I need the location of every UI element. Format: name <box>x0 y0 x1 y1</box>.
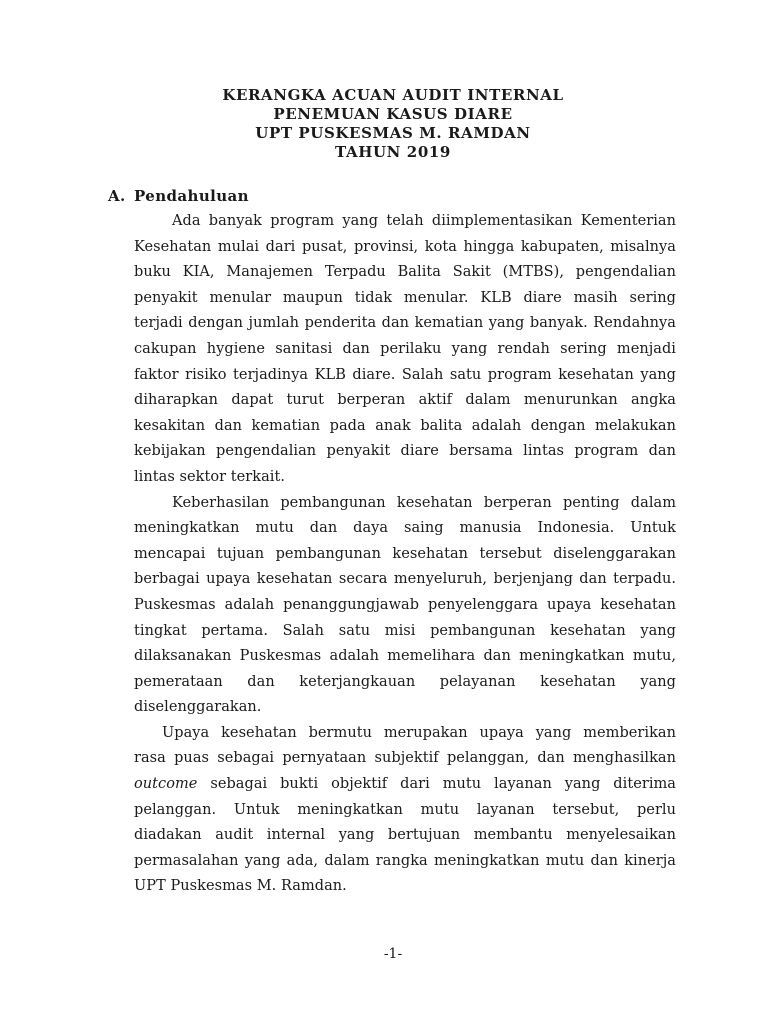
title-line-3: UPT PUSKESMAS M. RAMDAN <box>255 124 531 142</box>
paragraph-line: penyakit menular maupun tidak menular. KLB diare masih sering <box>134 289 676 306</box>
paragraph-line: cakupan hygiene sanitasi dan perilaku yang rendah sering menjadi <box>134 340 676 357</box>
paragraph-line: lintas sektor terkait. <box>134 468 285 485</box>
paragraph-line: faktor risiko terjadinya KLB diare. Salah satu program kesehatan yang <box>134 366 676 383</box>
italic-term: outcome <box>134 776 198 793</box>
paragraph-line: Keberhasilan pembangunan kesehatan berperan penting dalam <box>172 494 676 511</box>
paragraph-line: pelanggan. Untuk meningkatkan mutu layanan tersebut, perlu <box>134 801 676 818</box>
section-heading-text: Pendahuluan <box>134 187 249 205</box>
title-line-4: TAHUN 2019 <box>335 143 451 161</box>
paragraph-line: dilaksanakan Puskesmas adalah memelihara dan meningkatkan mutu, <box>134 648 676 665</box>
body-text <box>134 209 676 900</box>
paragraph-line: kebijakan pengendalian penyakit diare bersama lintas program dan <box>134 443 676 460</box>
paragraph-line: diselenggarakan. <box>134 699 262 716</box>
paragraph-line: Upaya kesehatan bermutu merupakan upaya yang memberikan <box>162 724 676 741</box>
paragraph-line: Ada banyak program yang telah diimplementasikan Kementerian <box>172 213 676 229</box>
paragraph-3-rest <box>134 798 676 900</box>
section-heading <box>108 187 249 205</box>
paragraph-line: terjadi dengan jumlah penderita dan kematian yang banyak. Rendahnya <box>134 315 676 332</box>
paragraph-line: rasa puas sebagai pernyataan subjektif pelanggan, dan menghasilkan <box>134 750 676 767</box>
paragraph-line: diharapkan dapat turut berperan aktif dalam menurunkan angka <box>134 392 676 409</box>
title-line-1: KERANGKA ACUAN AUDIT INTERNAL <box>222 86 564 104</box>
paragraph-1 <box>134 209 676 491</box>
paragraph-line: Puskesmas adalah penanggungjawab penyelenggara upaya kesehatan <box>134 596 676 613</box>
page-number: -1- <box>383 946 403 962</box>
paragraph-line: UPT Puskesmas M. Ramdan. <box>134 878 347 895</box>
paragraph-line: buku KIA, Manajemen Terpadu Balita Sakit (MTBS), pengendalian <box>134 264 676 281</box>
paragraph-line: pemerataan dan keterjangkauan pelayanan kesehatan yang <box>134 673 676 690</box>
paragraph-line: tingkat pertama. Salah satu misi pembangunan kesehatan yang <box>134 622 676 639</box>
section-letter: A. <box>108 187 126 205</box>
paragraph-3 <box>134 721 676 900</box>
paragraph-2 <box>134 491 676 721</box>
paragraph-line: berbagai upaya kesehatan secara menyeluruh, berjenjang dan terpadu. <box>134 571 676 588</box>
paragraph-line: kesakitan dan kematian pada anak balita adalah dengan melakukan <box>134 417 676 434</box>
paragraph-line-rest: sebagai bukti objektif dari mutu layanan yang diterima <box>197 776 676 793</box>
paragraph-line: diadakan audit internal yang bertujuan membantu menyelesaikan <box>134 827 676 844</box>
title-line-2: PENEMUAN KASUS DIARE <box>273 105 513 123</box>
document-title <box>0 86 768 162</box>
paragraph-line: mencapai tujuan pembangunan kesehatan tersebut diselenggarakan <box>134 545 676 562</box>
paragraph-line: Kesehatan mulai dari pusat, provinsi, kota hingga kabupaten, misalnya <box>134 238 676 255</box>
paragraph-line: permasalahan yang ada, dalam rangka meningkatkan mutu dan kinerja <box>134 852 676 869</box>
paragraph-line <box>134 772 676 798</box>
paragraph-line: meningkatkan mutu dan daya saing manusia Indonesia. Untuk <box>134 520 676 537</box>
